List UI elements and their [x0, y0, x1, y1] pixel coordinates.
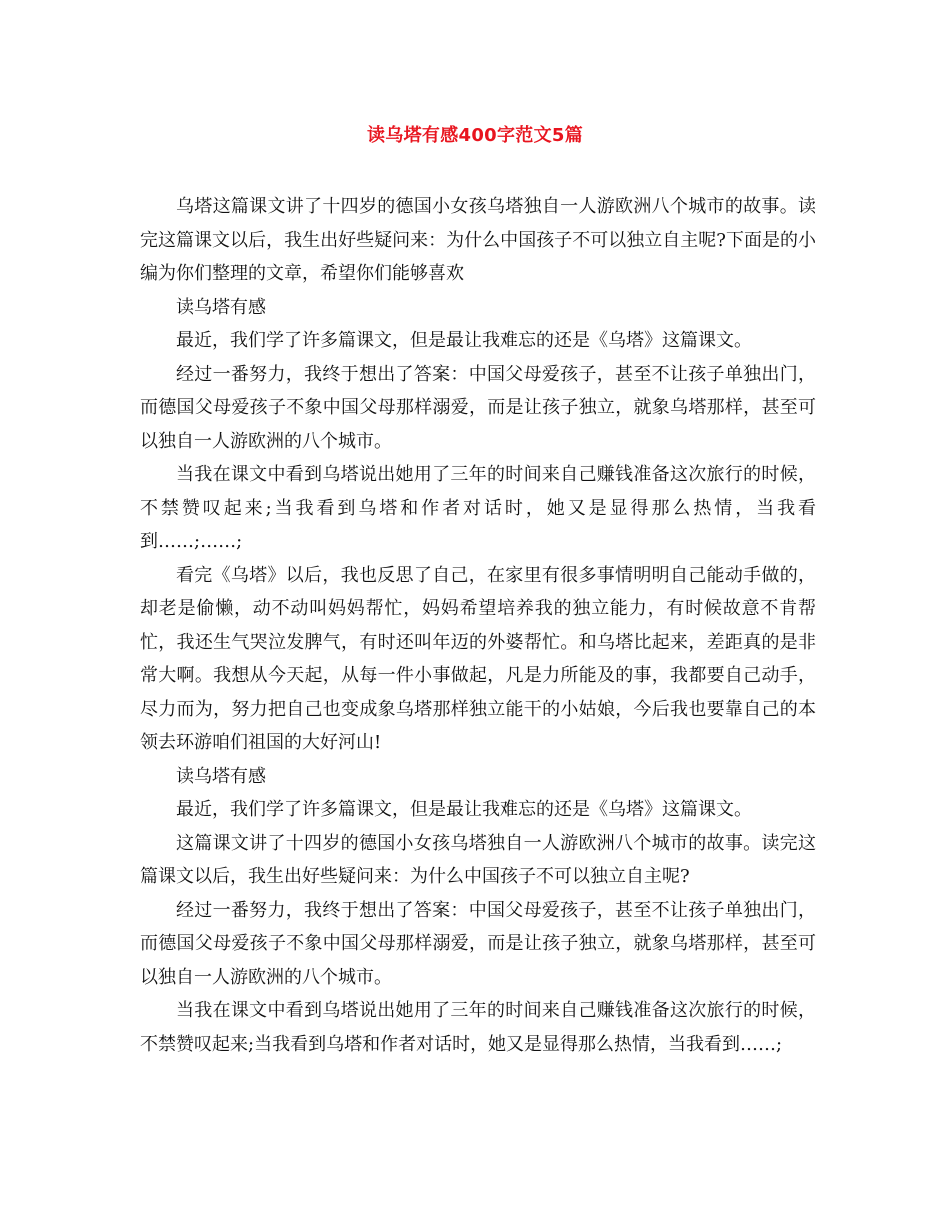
paragraph: 最近，我们学了许多篇课文，但是最让我难忘的还是《乌塔》这篇课文。: [176, 330, 752, 351]
section-heading: 读乌塔有感: [176, 765, 266, 787]
paragraph: 乌塔这篇课文讲了十四岁的德国小女孩乌塔独自一人游欧洲八个城市的故事。读完这篇课文以后，我生出好些疑问来：为什么中国孩子不可以独立自主呢?下面是的小编为你们整理的文章，希望你们能够喜欢: [140, 196, 816, 284]
paragraph: 当我在课文中看到乌塔说出她用了三年的时间来自己赚钱准备这次旅行的时候，不禁赞叹起来;当我看到乌塔和作者对话时，她又是显得那么热情，当我看到……;……;: [140, 464, 816, 552]
paragraph: 这篇课文讲了十四岁的德国小女孩乌塔独自一人游欧洲八个城市的故事。读完这篇课文以后，我生出好些疑问来：为什么中国孩子不可以独立自主呢?: [140, 832, 816, 887]
section-heading: 读乌塔有感: [176, 296, 266, 318]
paragraph: 最近，我们学了许多篇课文，但是最让我难忘的还是《乌塔》这篇课文。: [176, 799, 752, 820]
paragraph: 看完《乌塔》以后，我也反思了自己，在家里有很多事情明明自己能动手做的，却老是偷懒，动不动叫妈妈帮忙，妈妈希望培养我的独立能力，有时候故意不肯帮忙，我还生气哭泣发脾气，有时还叫年迈的外婆帮忙。和乌塔比起来，差距真的是非常大啊。我想从今天起，从每一件小事做起，凡是力所能及的事，我都要自己动手，尽力而为，努力把自己也变成象乌塔那样独立能干的小姑娘，今后我也要靠自己的本领去环游咱们祖国的大好河山!: [140, 564, 816, 753]
paragraph: 经过一番努力，我终于想出了答案：中国父母爱孩子，甚至不让孩子单独出门，而德国父母爱孩子不象中国父母那样溺爱，而是让孩子独立，就象乌塔那样，甚至可以独自一人游欧洲的八个城市。: [140, 363, 816, 452]
document-body: [140, 190, 816, 1061]
document-title: 读乌塔有感400字范文5篇: [367, 125, 583, 146]
paragraph: 当我在课文中看到乌塔说出她用了三年的时间来自己赚钱准备这次旅行的时候，不禁赞叹起来;当我看到乌塔和作者对话时，她又是显得那么热情，当我看到……;: [140, 1000, 816, 1055]
paragraph: 经过一番努力，我终于想出了答案：中国父母爱孩子，甚至不让孩子单独出门，而德国父母爱孩子不象中国父母那样溺爱，而是让孩子独立，就象乌塔那样，甚至可以独自一人游欧洲的八个城市。: [140, 899, 816, 988]
